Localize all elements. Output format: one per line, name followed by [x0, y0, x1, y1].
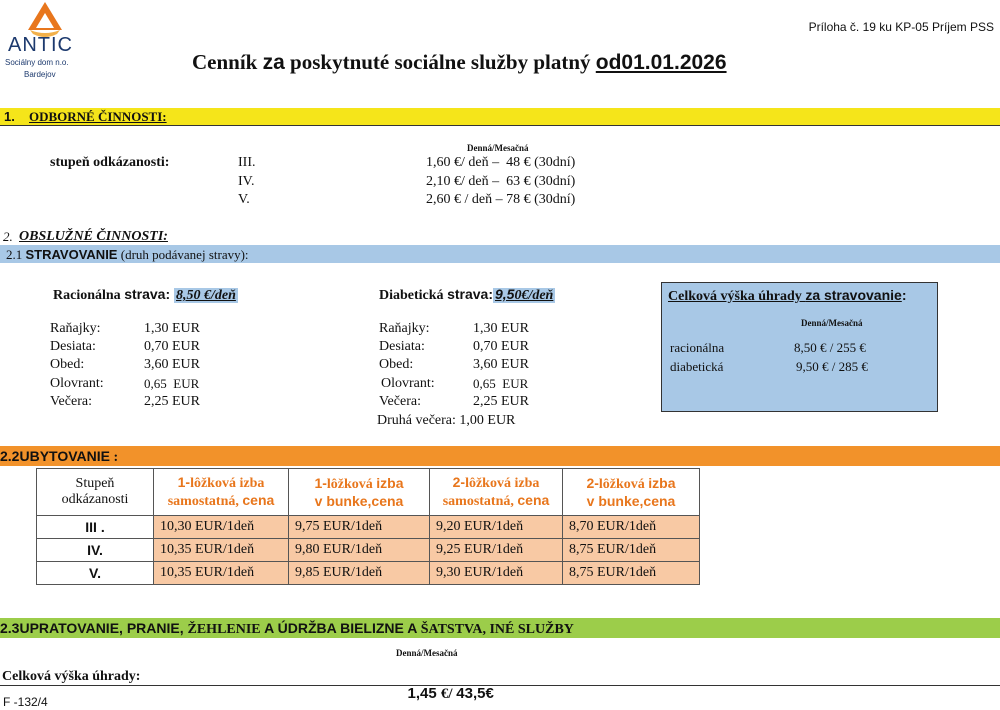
price-cell: 9,80 EUR/1deň: [289, 539, 430, 562]
price-cell: 10,35 EUR/1deň: [154, 562, 289, 585]
logo: [2, 0, 94, 92]
section23-heading: 2.3UPRATOVANIE, PRANIE, ŽEHLENIE A ÚDRŽBA BIELIZNE A ŠATSTVA, INÉ SLUŽBY: [0, 620, 574, 637]
section2-number: 2.: [3, 229, 13, 244]
table-row: [37, 516, 700, 539]
section1-col-header: Denná/Mesačná: [467, 143, 529, 153]
meal-price: 0,65 EUR: [473, 376, 529, 391]
section22-heading: 2.2UBYTOVANIE :: [0, 448, 119, 465]
meal-price: 1,30 EUR: [144, 321, 200, 336]
header-cell: 1-lôžková izba v bunke,cena: [289, 469, 430, 516]
header-cell: 2-lôžková izba v bunke,cena: [563, 469, 700, 516]
care-level: IV.: [238, 174, 255, 189]
annex-label: Príloha č. 19 ku KP-05 Príjem PSS: [808, 20, 994, 34]
meal-name: Obed:: [379, 357, 414, 372]
logo-name: ANTIC: [8, 34, 73, 56]
rational-diet-price: 8,50 €/deň: [176, 288, 236, 303]
meal-price: 3,60 EUR: [144, 357, 200, 372]
section21-heading: 2.1 STRAVOVANIE (druh podávanej stravy):: [6, 247, 249, 262]
section22-bar: [0, 446, 1000, 466]
second-dinner: Druhá večera: 1,00 EUR: [377, 413, 516, 428]
meal-name: Večera:: [50, 394, 92, 409]
meal-name: Večera:: [379, 394, 421, 409]
meal-name: Olovrant:: [50, 376, 104, 391]
level-cell: IV.: [37, 539, 154, 562]
meal-name: Obed:: [50, 357, 85, 372]
section2-title: OBSLUŽNÉ ČINNOSTI:: [19, 229, 168, 244]
meal-name: Desiata:: [50, 339, 96, 354]
header-cell: Stupeň odkázanosti: [37, 469, 154, 516]
meal-total-value: 8,50 € / 255 €: [794, 340, 866, 355]
section23-col-header: Denná/Mesačná: [396, 648, 458, 658]
price-cell: 9,75 EUR/1deň: [289, 516, 430, 539]
price-cell: 8,75 EUR/1deň: [563, 562, 700, 585]
meal-price: 0,70 EUR: [144, 339, 200, 354]
price-cell: 9,30 EUR/1deň: [430, 562, 563, 585]
meal-total-title: Celková výška úhrady za stravovanie:: [668, 287, 907, 304]
diabetic-diet-label: Diabetická strava: 9,50€/deň: [379, 286, 554, 303]
section23-label: Celková výška úhrady:: [2, 669, 141, 684]
level-cell: III .: [37, 516, 154, 539]
meal-total-name: racionálna: [670, 340, 725, 355]
header-cell: 1-lôžková izba samostatná, cena: [154, 469, 289, 516]
meal-price: 2,25 EUR: [473, 394, 529, 409]
meal-price: 2,25 EUR: [144, 394, 200, 409]
meal-name: Raňajky:: [50, 321, 101, 336]
care-level: V.: [238, 192, 250, 207]
meal-name: Olovrant:: [381, 376, 435, 391]
care-level-label: stupeň odkázanosti:: [50, 155, 170, 170]
price-cell: 8,75 EUR/1deň: [563, 539, 700, 562]
price-cell: 9,25 EUR/1deň: [430, 539, 563, 562]
price-cell: 8,70 EUR/1deň: [563, 516, 700, 539]
price-cell: 10,30 EUR/1deň: [154, 516, 289, 539]
table-row: [37, 539, 700, 562]
section1-number: 1.: [4, 109, 15, 124]
header-cell: 2-lôžková izba samostatná, cena: [430, 469, 563, 516]
care-price: 2,10 €/ deň – 63 € (30dní): [426, 174, 576, 189]
logo-line2: Bardejov: [24, 70, 56, 79]
table-row: [37, 562, 700, 585]
level-cell: V.: [37, 562, 154, 585]
section23-rule: [0, 685, 1000, 686]
meal-price: 0,65 EUR: [144, 376, 200, 391]
diabetic-diet-price: 9,50€/deň: [494, 286, 554, 303]
meal-name: Raňajky:: [379, 321, 430, 336]
page-title: Cenník za poskytnuté sociálne služby platný od01.01.2026: [192, 50, 727, 74]
meal-price: 3,60 EUR: [473, 357, 529, 372]
section23-value: 1,45 €/ 43,5€: [407, 685, 494, 702]
meal-name: Desiata:: [379, 339, 425, 354]
meal-price: 1,30 EUR: [473, 321, 529, 336]
care-price: 1,60 €/ deň – 48 € (30dní): [426, 155, 576, 170]
table-header-row: [37, 469, 700, 516]
meal-total-value: 9,50 € / 285 €: [796, 359, 868, 374]
meal-total-name: diabetická: [670, 359, 724, 374]
meal-price: 0,70 EUR: [473, 339, 529, 354]
section1-title: ODBORNÉ ČINNOSTI:: [29, 109, 167, 124]
price-cell: 9,20 EUR/1deň: [430, 516, 563, 539]
price-cell: 10,35 EUR/1deň: [154, 539, 289, 562]
rational-diet-label: Racionálna strava: 8,50 €/deň: [53, 286, 236, 303]
care-price: 2,60 € / deň – 78 € (30dní): [426, 192, 576, 207]
care-level: III.: [238, 155, 256, 170]
price-cell: 9,85 EUR/1deň: [289, 562, 430, 585]
accommodation-table: [36, 468, 700, 585]
meal-total-box: [661, 282, 938, 412]
meal-total-col-header: Denná/Mesačná: [801, 318, 863, 328]
logo-line1: Sociálny dom n.o.: [5, 58, 69, 67]
form-code: F -132/4: [3, 695, 48, 709]
